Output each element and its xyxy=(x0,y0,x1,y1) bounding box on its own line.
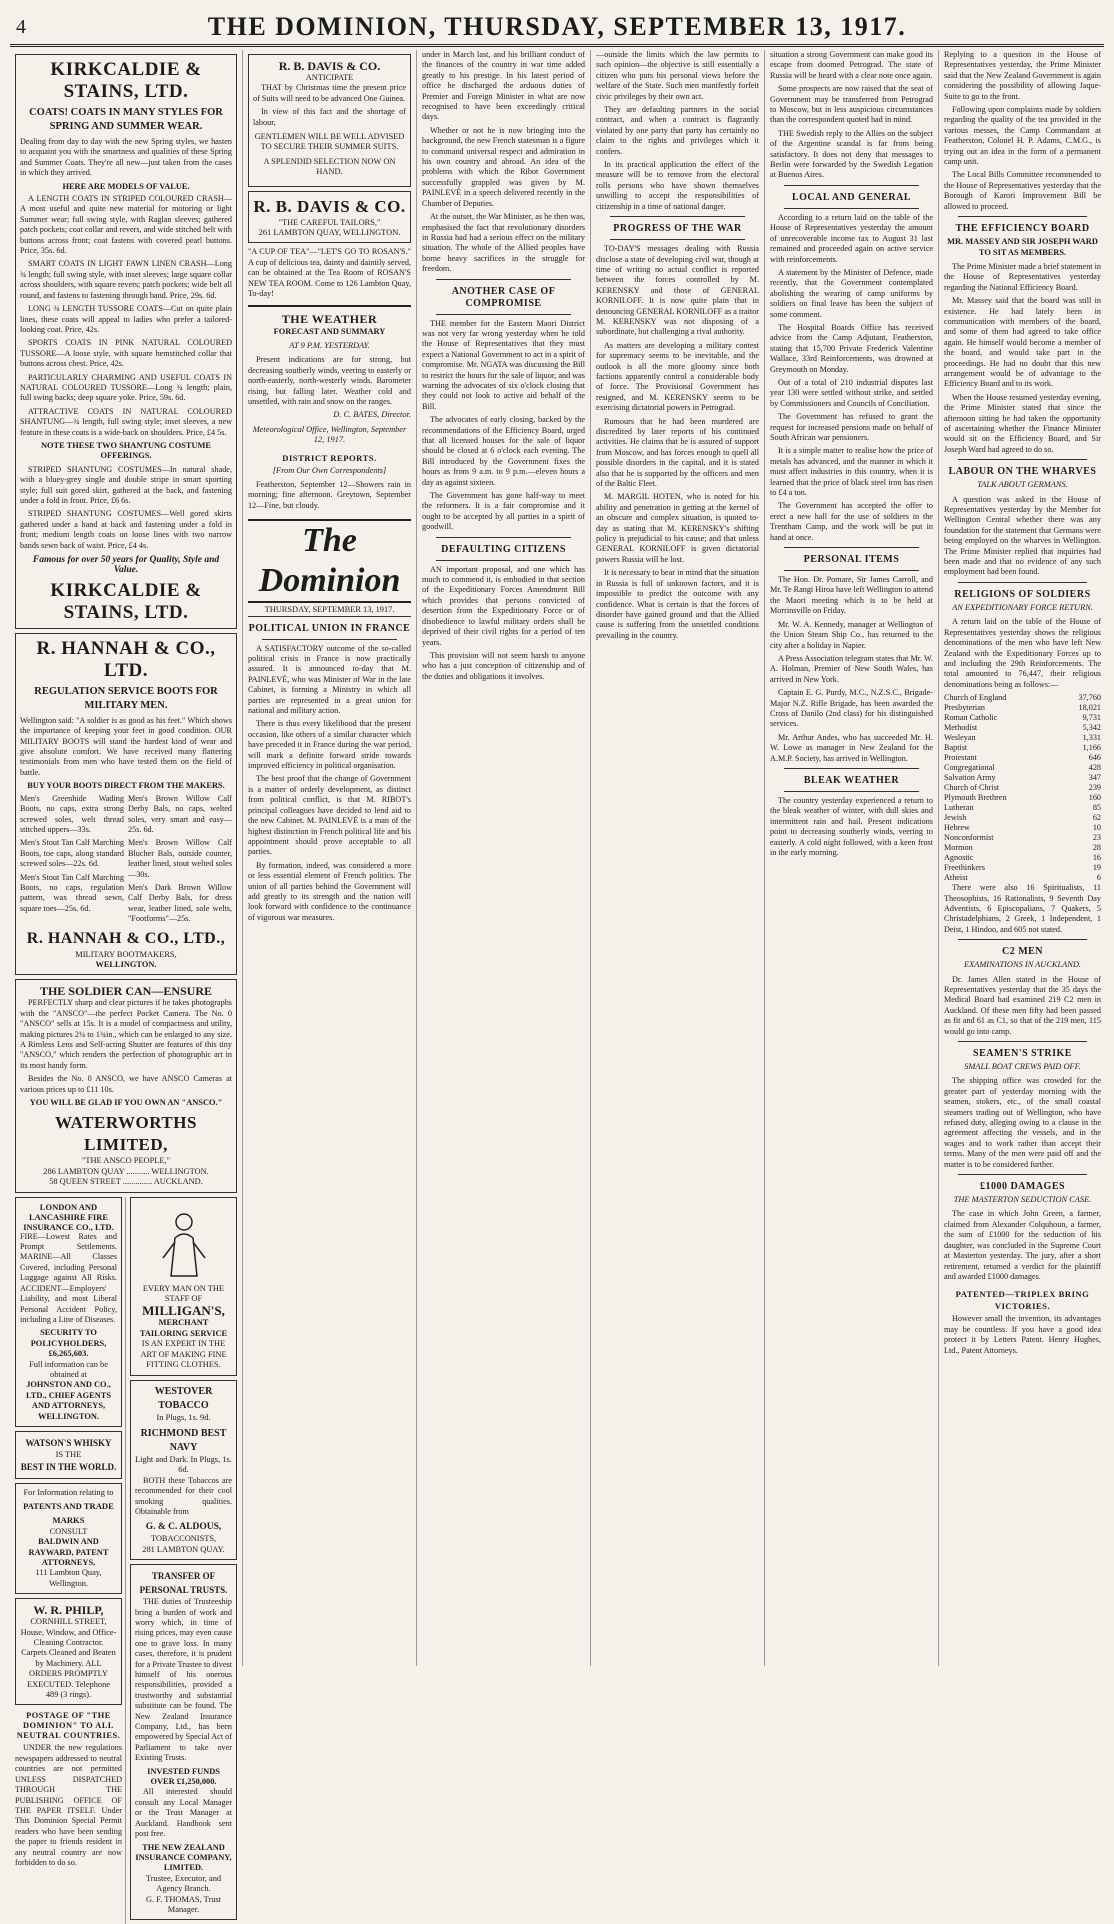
waterworths-title: WATERWORTHS LIMITED, xyxy=(55,1113,197,1155)
local-continued: Replying to a question in the House of Representatives yesterday, the Prime Minister said that the New Zealand Government is again considering the possibility of allowing Jaque-Suite to go to the front. xyxy=(944,50,1101,101)
local-paragraph: Out of a total of 210 industrial disputes last year 130 were settled without strike, and settled by Commissioners and Councils of Conciliation. xyxy=(770,377,933,408)
religion-name: Roman Catholic xyxy=(944,713,998,723)
philp-advert xyxy=(15,1598,122,1705)
london-insurance-advert xyxy=(15,1197,122,1427)
tailor-figure-icon xyxy=(149,1208,219,1278)
efficiency-paragraph: Mr. Massey said that the board was still in existence. He had lately been in communication with members of the board, and some of them had agreed to take office again. He himself would become a member of the board, and would take part in the proceedings. He had no doubt that this new arrangement would be of advantage to the Efficiency Board and to its work. xyxy=(944,296,1101,389)
kirkcaldie-note: NOTE THESE TWO SHANTUNG COSTUME OFFERINGS. xyxy=(40,440,212,461)
political-paragraph: There is thus every likelihood that the present occasion, like others of a similar character which have preceded it in France during the war period, will mark a definite forward stride towards improved efficiency in political organisation. xyxy=(248,719,411,771)
rb-davis-title: R. B. DAVIS & CO. xyxy=(278,59,381,73)
masthead xyxy=(10,8,1104,47)
rb-davis-text-2: In view of this fact and the shortage of labour, xyxy=(253,107,406,127)
religion-count: 16 xyxy=(1092,853,1101,863)
religions-row xyxy=(944,763,1101,773)
watson-line-2: IS THE xyxy=(55,1449,82,1459)
local-continued: The Local Bills Committee recommended to the House of Representatives yesterday that the Borough of Karori Improvement Bill be allowed to proceed. xyxy=(944,170,1101,211)
trusts-advert xyxy=(130,1564,237,1920)
progress-continued: Some prospects are now raised that the seat of Government may be transferred from Petrograd to Moscow, but in less auspicious circumstances than the correspondent quoted had in mind. xyxy=(770,84,933,125)
column-6 xyxy=(938,50,1106,1666)
political-heading: POLITICAL UNION IN FRANCE xyxy=(248,622,411,634)
divider xyxy=(436,314,571,315)
religion-count: 6 xyxy=(1096,873,1101,883)
religions-subheading: AN EXPEDITIONARY FORCE RETURN. xyxy=(952,602,1093,612)
district-subheading: [From Our Own Correspondents] xyxy=(272,465,387,475)
personal-heading: PERSONAL ITEMS xyxy=(803,554,900,566)
trust-company: THE NEW ZEALAND INSURANCE COMPANY, LIMITED. xyxy=(135,1842,232,1873)
kirkcaldie-item: PARTICULARLY CHARMING AND USEFUL COATS IN NATURAL COLOURED TUSSORE—Long ¾ length; plain, full swing backs; deep square yoke. Price, 59s. 6d. xyxy=(20,372,232,403)
defaulting-continued: They are defaulting partners in the social contract, and when a contract is flagrantly violated by one party that party has certainly no claim to the rights and privileges which it confers. xyxy=(596,105,759,156)
divider xyxy=(958,216,1087,217)
efficiency-paragraph: When the House resumed yesterday evening, the Prime Minister stated that since the afternoon sitting he had taken the opportunity of ascertaining whether the Finance Minister would sit on the Efficiency Board, and Sir Joseph Ward had agreed to do so. xyxy=(944,392,1101,454)
personal-paragraph: A Press Association telegram states that Mr. W. A. Holman, Premier of New South Wales, has arrived in New York. xyxy=(770,653,933,684)
kirkcaldie-costume: STRIPED SHANTUNG COSTUMES—Well gored skirts gathered under a band at back and fastening under a fold in front; medium length coats on loose lines with two narrow bands sewn back of waist. Price, £4 4s. xyxy=(20,509,232,550)
trust-funds: INVESTED FUNDS OVER £1,250,000. xyxy=(147,1766,220,1787)
divider xyxy=(784,791,919,792)
trust-roles: Trustee, Executor, and Agency Branch. xyxy=(145,1873,222,1894)
kirkcaldie-item: SPORTS COATS IN PINK NATURAL COLOURED TUSSORE—A loose style, with square hemstitched collar that buttons across chest. Price, 42s. xyxy=(20,338,232,369)
religion-name: Lutheran xyxy=(944,803,974,813)
bleak-text: The country yesterday experienced a return to the bleak weather of winter, with dull skies and intermittent rain and hail. Present indications point to decreasing southerly winds, veering to easterly. A cold night followed, with a keen frost in the early morning. xyxy=(770,795,933,857)
divider xyxy=(958,1041,1087,1042)
london-agents: JOHNSTON AND CO., LTD., CHIEF AGENTS AND ATTORNEYS, WELLINGTON. xyxy=(25,1380,111,1421)
milligan-advert xyxy=(130,1197,237,1376)
progress-heading: PROGRESS OF THE WAR xyxy=(613,223,742,235)
religions-row xyxy=(944,703,1101,713)
religion-count: 1,331 xyxy=(1082,733,1101,743)
watson-line-3: BEST IN THE WORLD. xyxy=(20,1462,117,1473)
religion-name: Atheist xyxy=(944,873,968,883)
kirkcaldie-title-2: KIRKCALDIE & STAINS, LTD. xyxy=(50,579,202,623)
religion-count: 428 xyxy=(1088,763,1101,773)
religion-name: Congregational xyxy=(944,763,995,773)
weather-time: AT 9 P.M. YESTERDAY. xyxy=(289,340,370,350)
rb-davis-sub-2: "THE CAREFUL TAILORS," xyxy=(278,217,381,227)
hannah-title: R. HANNAH & CO., LTD. xyxy=(36,637,216,681)
kirkcaldie-item: A LENGTH COATS IN STRIPED COLOURED CRASH—A most useful and quite new material for motoring or light Summer wear; full swing style, with Raglan sleeves; gathered patch pockets; coat collar and revers, and wide stitched belt with buttons across front; coat fastens with covered pearl buttons. Price, 35s. 6d. xyxy=(20,194,232,256)
divider xyxy=(958,1174,1087,1175)
local-paragraph: According to a return laid on the table of the House of Representatives yesterday the amount of unrecoverable income tax to August 31 last remained and proceeded again on active service with reinforcements. xyxy=(770,212,933,264)
compromise-paragraph: THE member for the Eastern Maori District was not very far wrong yesterday when he told the House of Representatives that they must expect a National Government to act in a spirit of compromise. Mr. NGATA was discussing the Bill to restrict the hours for the sale of liquor, and was warning the advocates of six o'clock closing that they could not look to active aid behalf of the Bill. xyxy=(422,318,585,411)
transfer-text: THE duties of Trusteeship bring a burden of work and worry which, in time of rising prices, may even cause one to grave loss. In many cases, therefore, it is prudent for a Private Trustee to divest himself of his onerous responsibilities, provided a trustworthy and substantial substitute can be found. The New Zealand Insurance Company, Ltd., has been empowered by Special Act of Parliament to take over Existing Trusts. xyxy=(135,1597,232,1763)
richmond-size: Light and Dark. In Plugs, 1s. 6d. xyxy=(135,1454,232,1475)
patents-firm: BALDWIN AND RAYWARD, PATENT ATTORNEYS, xyxy=(28,1537,109,1567)
religion-count: 62 xyxy=(1092,813,1101,823)
rb-davis-advert-1 xyxy=(248,54,411,187)
religions-row xyxy=(944,783,1101,793)
weather-text: Present indications are for strong, but decreasing southerly winds, veering to easterly or north-easterly, north-westerly winds. Barometer rising, but falling later. Weather cold and unsettled, with rain and snow on the ranges. xyxy=(248,355,411,406)
hannah-subtitle: REGULATION SERVICE BOOTS FOR MILITARY MEN. xyxy=(34,685,218,711)
patents-address: 111 Lambton Quay, Wellington. xyxy=(35,1568,102,1588)
kirkcaldie-item: ATTRACTIVE COATS IN NATURAL COLOURED SHANTUNG—¾ length, full swing style; inset sleeves, a new feature in these coats is a wide-back on shoulders. Price, £4 5s. xyxy=(20,406,232,437)
political-paragraph: A SATISFACTORY outcome of the so-called political crisis in France is now practically assured. It is announced to-day that M. PAINLEVÉ, who was Minister of War in the late Cabinet, is forming a Ministry in which all parties are represented in a great union for national and military action. xyxy=(248,643,411,716)
religion-name: Presbyterian xyxy=(944,703,985,713)
aldous-sub: TOBACCONISTS, xyxy=(150,1534,217,1544)
patent-text: However small the invention, its advantages may be countless. If you have a good idea protect it by Letters Patent. Henry Hughes, Ltd., Patent Attorneys. xyxy=(944,1314,1101,1355)
column-4 xyxy=(590,50,764,1666)
tobacco-text: BOTH these Tobaccos are recommended for their cool smoking qualities. Obtainable from xyxy=(135,1475,232,1516)
london-title: LONDON AND LANCASHIRE FIRE INSURANCE CO., LTD. xyxy=(23,1201,114,1232)
divider xyxy=(784,185,919,186)
defaulting-continued: In its practical application the effect of the measure will be to remove from the electoral rolls persons who have shown themselves unwilling to accept the responsibilities of citizenship in a time of national danger. xyxy=(596,160,759,211)
political-paragraph: By formation, indeed, was considered a more or less essential element of French politics. The union of all parties behind the Government will add greatly to its strength and the nation will look forward with confidence to the continuance of vigorous war measures. xyxy=(248,860,411,922)
aldous-name: G. & C. ALDOUS, xyxy=(145,1522,222,1533)
seamen-text: The shipping office was crowded for the greater part of yesterday morning with the seamen, stokers, etc., of the small coastal steamers trading out of Wellington, who have refused duty, alleging owing to a clause in the agreement affecting the vessels, and in the wages and to work rather than accept their terms. Many of the men were paid off and the matter is to be considered further. xyxy=(944,1076,1101,1169)
seamen-heading: SEAMEN'S STRIKE xyxy=(973,1048,1072,1059)
divider xyxy=(784,570,919,571)
hannah-city: WELLINGTON. xyxy=(95,959,157,969)
hannah-boot: Men's Brown Willow Calf Blucher Bals, outside counter, leather lined, stout welted soles—30s. xyxy=(128,838,232,879)
religion-name: Church of Christ xyxy=(944,783,1000,793)
rb-davis-advert-2 xyxy=(248,191,411,244)
progress-paragraph: Rumours that he had been murdered are discredited by later reports of his continued activities. He claims that he is assured of support from Moscow, and has forces enough to quell all possible disorders in the capital, and it is stated also that he is supported by the officers and men of the Baltic Fleet. xyxy=(596,416,759,489)
seamen-subheading: SMALL BOAT CREWS PAID OFF. xyxy=(964,1062,1081,1071)
richmond-name: RICHMOND BEST NAVY xyxy=(140,1427,227,1453)
local-paragraph: The Government has accepted the offer to erect a new hall for the use of soldiers in the Trentham Camp, and the work will be put in hand at once. xyxy=(770,501,933,542)
tobacco-advert xyxy=(130,1380,237,1561)
column-1-lower xyxy=(15,1197,237,1924)
philp-services: Carpets Cleaned and Beaten by Machinery. ALL ORDERS PROMPTLY EXECUTED. Telephone 489 (3 rings). xyxy=(21,1648,116,1700)
religion-count: 5,342 xyxy=(1082,723,1101,733)
political-continued: under in March last, and his brilliant conduct of the finances of the country in war time added greatly to his prestige. In his latest period of office he discharged the arduous duties of Premier and Foreign Minister in what are now recognised to have been exceedingly critical days. xyxy=(422,50,585,122)
damages-text: The case in which John Green, a farmer, claimed from Alexander Colquhoun, a farmer, the sum of £1000 for the seduction of his daughter, was concluded in the Supreme Court at Masterton yesterday. The jury, after a short retirement, returned a verdict for the plaintiff and awarded £1000 damages. xyxy=(944,1209,1101,1281)
efficiency-subheading: MR. MASSEY AND SIR JOSEPH WARD TO SIT AS MEMBERS. xyxy=(947,237,1098,257)
bleak-heading: BLEAK WEATHER xyxy=(803,774,900,786)
religion-name: Plymouth Brethren xyxy=(944,793,1007,803)
rb-davis-address: 261 LAMBTON QUAY, WELLINGTON. xyxy=(258,228,401,238)
london-info: Full information can be obtained at xyxy=(29,1359,108,1379)
religion-count: 85 xyxy=(1092,803,1101,813)
london-security: SECURITY TO POLICYHOLDERS, £6,265,603. xyxy=(30,1328,107,1359)
divider xyxy=(248,305,411,307)
postage-heading: POSTAGE OF "THE DOMINION" TO ALL NEUTRAL COUNTRIES. xyxy=(16,1711,121,1741)
religions-row xyxy=(944,853,1101,863)
kirkcaldie-item: LONG ¾ LENGTH TUSSORE COATS—Cut on quite plain lines, these coats will appeal to ladies who prefer a tailored-looking coat. Price, 42s. xyxy=(20,304,232,334)
wharves-subheading: TALK ABOUT GERMANS. xyxy=(977,480,1068,490)
defaulting-heading: DEFAULTING CITIZENS xyxy=(441,543,566,555)
efficiency-heading: THE EFFICIENCY BOARD xyxy=(955,223,1090,235)
wharves-text: A question was asked in the House of Representatives yesterday by the Member for Wellington Central whether there was any foundation for the statement that Germans were being employed on the wharves in Wellington. The Prime Minister replied that inquiries had been made and that no evidence of any such employment had been found. xyxy=(944,494,1101,577)
westover-name: WESTOVER TOBACCO xyxy=(154,1385,213,1411)
religion-count: 37,760 xyxy=(1078,693,1101,703)
column-2 xyxy=(242,50,416,1666)
religions-row xyxy=(944,843,1101,853)
kirkcaldie-item: SMART COATS IN LIGHT FAWN LINEN CRASH—Long ¾ length; full swing style, with inset sleeves; large square collar across shoulders, with square revers; patch pockets; wide belt all round, and fastens to fastening through band. Price, 29s. 6d. xyxy=(20,259,232,300)
watson-advert xyxy=(15,1431,122,1479)
compromise-paragraph: The Government has gone half-way to meet the reformers. It is a fair compromise and it ought to be accepted by all parties in a spirit of goodwill. xyxy=(422,491,585,532)
philp-address: CORNHILL STREET, House, Window, and Office-Cleaning Contractor. xyxy=(20,1617,117,1648)
political-continued: At the outset, the War Minister, as he then was, emphasised the fact that revolutionary disorders in Russia had had a serious effect on the military situation. The whole of the Allied peoples have borne heavy sacrifices in the struggle for freedom. xyxy=(422,212,585,274)
trust-consult: All interested should consult any Local Manager or the Trust Manager at Auckland. Handbook sent post free. xyxy=(135,1787,232,1839)
religions-row xyxy=(944,693,1101,703)
religion-name: Baptist xyxy=(944,743,968,753)
hannah-buy: BUY YOUR BOOTS DIRECT FROM THE MAKERS. xyxy=(27,781,225,791)
rosan-advert: "A CUP OF TEA"—"LET'S GO TO ROSAN'S." A cup of delicious tea, dainty and daintily served, can be obtained at the Tea Room of ROSAN'S NEW TEA ROOM. Come to 126 Lambton Quay, To-day! xyxy=(248,247,411,299)
dominion-dateline: THURSDAY, SEPTEMBER 13, 1917. xyxy=(248,605,411,616)
religion-count: 347 xyxy=(1088,773,1101,783)
religions-row xyxy=(944,833,1101,843)
local-continued: Following upon complaints made by soldiers regarding the quality of the tea provided in the various messes, the Camp Commandant at Featherston, Colonel H. P. Adams, C.M.G., is trying out an idea in the form of a permanent camp unit. xyxy=(944,105,1101,167)
religions-row xyxy=(944,743,1101,753)
religion-count: 239 xyxy=(1088,783,1101,793)
weather-subheading: FORECAST AND SUMMARY xyxy=(273,326,386,336)
divider xyxy=(436,560,571,561)
patents-info: For Information relating to xyxy=(23,1488,114,1498)
religion-name: Agnostic xyxy=(944,853,974,863)
religion-name: Hebrew xyxy=(944,823,970,833)
religions-note: There were also 16 Spiritualists, 11 Theosophists, 16 Rationalists, 9 Seventh Day Adventists, 6 Episcopalians, 7 Quakers, 5 Christadelphians, 2 Greek, 1 Independent, 1 Deist, 1 Hindoo, and 605 not stated. xyxy=(944,883,1101,934)
divider xyxy=(436,537,571,538)
religion-name: Wesleyan xyxy=(944,733,976,743)
religions-row xyxy=(944,803,1101,813)
patent-heading: PATENTED—TRIPLEX BRING VICTORIES. xyxy=(955,1289,1090,1312)
kirkcaldie-title: KIRKCALDIE & STAINS, LTD. xyxy=(50,59,202,102)
religion-count: 10 xyxy=(1092,823,1101,833)
religion-name: Methodist xyxy=(944,723,978,733)
religions-row xyxy=(944,813,1101,823)
divider xyxy=(784,547,919,548)
personal-paragraph: The Hon. Dr. Pomare, Sir James Carroll, and Mr. Te Rangi Hiroa have left Wellington to attend the Maori meeting which is to be held at Morrinsville on Friday. xyxy=(770,575,933,616)
compromise-paragraph: The advocates of early closing, backed by the recommendations of the Efficiency Board, urged that all licensed houses for the sale of liquor should be closed at 6 o'clock each evening. The Bill introduced by the Government fixes the hours as from 9 a.m. to 9 p.m.—eleven hours a day as against sixteen. xyxy=(422,415,585,487)
personal-paragraph: Mr. Arthur Andes, who has succeeded Mr. H. W. Lowe as manager in New Zealand for the A.M.P. Society, has arrived in Wellington. xyxy=(770,732,933,763)
religion-name: Freethinkers xyxy=(944,863,985,873)
watson-line-1: WATSON'S WHISKY xyxy=(25,1437,112,1448)
defaulting-continued: —outside the limits which the law permits to such opinion—the objective is still essentially a citizen who puts his personal views before the welfare of the State. Such men manifestly forfeit civic privileges by their own act. xyxy=(596,50,759,101)
local-paragraph: The Hospital Boards Office has received advice from the Camp Adjutant, Featherston, stating that 15,700 Private Frederick Valentine Wallace, 33rd Reinforcements, was drowned at Greymouth on Monday. xyxy=(770,322,933,374)
progress-continued: situation a strong Government can make good its escape from doomed Petrograd. The state of Russia will be heard with a clear note once again. xyxy=(770,50,933,80)
milligan-text: IS AN EXPERT IN THE ART OF MAKING FINE FITTING CLOTHES. xyxy=(140,1339,227,1370)
westover-size: In Plugs, 1s. 9d. xyxy=(156,1412,211,1422)
column-1 xyxy=(10,50,242,1914)
weather-signature: D. C. BATES, Director. xyxy=(333,410,411,420)
religions-row xyxy=(944,723,1101,733)
kirkcaldie-costume: STRIPED SHANTUNG COSTUMES—In natural shade, with a bluey-grey single and double stripe in smart sporting style; full suit gored skirt, gathered at the back, and fastening under a fold in front. Price, £6 6s. xyxy=(20,464,232,505)
patents-consult: CONSULT xyxy=(49,1526,88,1536)
religion-count: 160 xyxy=(1088,793,1101,803)
rb-davis-text: THAT by Christmas time the present price of Suits will need to be advanced One Guinea. xyxy=(253,83,406,103)
patents-advert xyxy=(15,1483,122,1594)
progress-paragraph: M. MARGIL HOTEN, who is noted for his ability and penetration in getting at the kernel of an obscure and complex situation, is quoted to-day as stating that M. KERENSKY's shifting policy is prejudicial to his cause; and that unless GENERAL KORNILOFF is given dictatorial powers Russia will be lost. xyxy=(596,492,759,564)
waterworths-address-2: 58 QUEEN STREET .............. AUCKLAND. xyxy=(49,1177,203,1187)
waterworths-address-1: 286 LAMBTON QUAY ........... WELLINGTON. xyxy=(43,1166,209,1176)
progress-continued: THE Swedish reply to the Allies on the subject of the Argentine scandal is far from being satisfactory. It does not deny that messages to Berlin were forwarded by the Swedish Legation at Buenos Aires. xyxy=(770,128,933,180)
c2-heading: C2 MEN xyxy=(1001,946,1044,958)
religion-name: Salvation Army xyxy=(944,773,996,783)
religions-row xyxy=(944,773,1101,783)
london-items: FIRE—Lowest Rates and Prompt Settlements. MARINE—All Classes Covered, including Personal Luggage against All Risks. ACCIDENT—Employers' Liability, and most Liberal Personal Accident Policy, including a Line of Diseases. xyxy=(20,1231,117,1324)
compromise-heading: ANOTHER CASE OF COMPROMISE xyxy=(451,285,556,309)
religions-row xyxy=(944,863,1101,873)
defaulting-paragraph: This provision will not seem harsh to anyone who has a just conception of citizenship and of the duties and obligations it involves. xyxy=(422,650,585,681)
kirkcaldie-famous: Famous for over 50 years for Quality, Style and Value. xyxy=(32,555,220,576)
religions-row xyxy=(944,713,1101,723)
divider xyxy=(784,768,919,769)
kirkcaldie-subtitle: COATS! COATS IN MANY STYLES FOR SPRING AND SUMMER WEAR. xyxy=(29,107,223,132)
damages-heading: £1000 DAMAGES xyxy=(979,1181,1066,1193)
soldier-heading: THE SOLDIER CAN—ENSURE xyxy=(39,984,213,999)
religion-count: 646 xyxy=(1088,753,1101,763)
religion-name: Nonconformist xyxy=(944,833,994,843)
divider xyxy=(262,639,397,640)
postage-text: UNDER the new regulations newspapers addressed to neutral countries are not permitted UNLESS DISPATCHED THROUGH THE PUBLISHING OFFICE OF THE PAPER ITSELF. Under This Dominion Special Permit readers who have been sending the paper to friends resident in any neutral country are now forbidden to do so. xyxy=(15,1743,122,1867)
divider xyxy=(958,459,1087,460)
religion-count: 1,166 xyxy=(1082,743,1101,753)
efficiency-paragraph: The Prime Minister made a brief statement in the House of Representatives yesterday regarding the National Efficiency Board. xyxy=(944,261,1101,292)
transfer-heading: TRANSFER OF PERSONAL TRUSTS. xyxy=(139,1571,228,1596)
district-heading: DISTRICT REPORTS. xyxy=(282,452,377,463)
page-number: 4 xyxy=(16,16,26,38)
rb-davis-title-2: R. B. DAVIS & CO. xyxy=(253,196,406,216)
ansco-advert xyxy=(15,979,237,1192)
religion-name: Mormon xyxy=(944,843,973,853)
religions-table xyxy=(944,693,1101,883)
divider xyxy=(958,582,1087,583)
hannah-bootmakers: MILITARY BOOTMAKERS, xyxy=(75,949,177,959)
district-text: Featherston, September 12—Showers rain in morning; fine afternoon. Greytown, September 12—Fine, but cloudy. xyxy=(248,479,411,510)
rb-davis-text-4: A SPLENDID SELECTION NOW ON HAND. xyxy=(263,156,396,177)
rb-davis-text-3: GENTLEMEN WILL BE WELL ADVISED TO SECURE THEIR SUMMER SUITS. xyxy=(254,132,405,152)
rb-davis-sub: ANTICIPATE xyxy=(305,73,354,82)
divider xyxy=(436,279,571,280)
milligan-sub: MERCHANT TAILORING SERVICE xyxy=(139,1318,228,1338)
hannah-intro: Wellington said: "A soldier is as good as his feet." Which shows the importance of keeping your feet in good condition. OUR MILITARY BOOTS will stand the hardest kind of wear and give absolute comfort. We have received many flattering testimonials from men who have tested them on the field of battle. xyxy=(20,715,232,777)
aldous-address: 281 LAMBTON QUAY. xyxy=(142,1544,225,1554)
waterworths-subtitle: "THE ANSCO PEOPLE," xyxy=(81,1156,171,1166)
political-continued: Whether or not he is now bringing into the background, the new French statesman is a figure to command universal respect and admiration in his own country and abroad. An idea of the problems with which the Ribot Government successfully grappled was given by M. PAINLEVÉ in a speech delivered recently in the Chamber of Deputies. xyxy=(422,125,585,208)
newspaper-title: THE DOMINION, THURSDAY, SEPTEMBER 13, 1917. xyxy=(207,12,907,41)
column-5 xyxy=(764,50,938,1666)
religion-name: Protestant xyxy=(944,753,977,763)
patents-title: PATENTS AND TRADE MARKS xyxy=(23,1500,114,1525)
local-paragraph: It is a simple matter to realise how the price of metals has advanced, and the manner in which it must affect industries in this country, when it is learned that the price of black steel iron has risen to £4 a ton. xyxy=(770,446,933,498)
religion-name: Church of England xyxy=(944,693,1007,703)
religions-heading: RELIGIONS OF SOLDIERS xyxy=(954,588,1091,600)
dominion-nameplate: The Dominion xyxy=(248,519,411,603)
divider xyxy=(784,208,919,209)
religions-row xyxy=(944,753,1101,763)
progress-paragraph: TO-DAY'S messages dealing with Russia disclose a state of developing civil war, though at time of writing no actual conflict is reported between the forces controlled by M. KERENSKY and those of GENERAL KORNILOFF. It is now quite plain that in denouncing GENERAL KORNILOFF as a traitor M. KERENSKY was not disposing of a subordinate, but challenging a rival authority. xyxy=(596,244,759,337)
hannah-boot: Men's Dark Brown Willow Calf Derby Bals, for dress wear, leather lined, sole welts, "Footforms"—25s. xyxy=(128,882,232,924)
hannah-boot-list xyxy=(20,794,232,928)
personal-paragraph: Captain E. G. Purdy, M.C., N.Z.S.C., Brigade-Major N.Z. Rifle Brigade, has been awarded the Cross of Danilo (2nd class) for his distinguished services. xyxy=(770,688,933,729)
c2-subheading: EXAMINATIONS IN AUCKLAND. xyxy=(963,960,1082,970)
soldier-sizes: Besides the No. 0 ANSCO, we have ANSCO Cameras at various prices up to £11 10s. xyxy=(20,1074,232,1094)
local-heading: LOCAL AND GENERAL xyxy=(791,191,912,203)
weather-heading: THE WEATHER xyxy=(281,311,378,326)
personal-paragraph: Mr. W. A. Kennedy, manager at Wellington of the Union Steam Ship Co., has returned to the city after a holiday in Napier. xyxy=(770,619,933,650)
religion-count: 9,731 xyxy=(1082,713,1101,723)
soldier-glad: YOU WILL BE GLAD IF YOU OWN AN "ANSCO." xyxy=(29,1098,223,1108)
hannah-title-2: R. HANNAH & CO., LTD., xyxy=(26,929,226,947)
kirkcaldie-intro: Dealing from day to day with the new Spring styles, we hasten to acquaint you with the smartness and qualities of these Spring and Summer Coats. They're all new—just taken from the cases in which they arrived. xyxy=(20,137,232,178)
trust-manager: G. F. THOMAS, Trust Manager. xyxy=(145,1894,222,1914)
religion-count: 28 xyxy=(1092,843,1101,853)
kirkcaldie-models: HERE ARE MODELS OF VALUE. xyxy=(62,181,190,191)
philp-name: W. R. PHILP, xyxy=(33,1603,104,1618)
divider xyxy=(610,216,745,217)
divider xyxy=(610,239,745,240)
column-3 xyxy=(416,50,590,1666)
hannah-boot: Men's Stout Tan Calf Marching Boots, toe caps, along standard screwed soles—22s. 6d. xyxy=(20,838,124,869)
religions-row xyxy=(944,873,1101,883)
local-paragraph: A statement by the Minister of Defence, made recently, that the Government contemplated abolishing the wearing of camp uniforms by soldiers on final leave has been the subject of some comment. xyxy=(770,267,933,319)
religion-count: 19 xyxy=(1092,863,1101,873)
hannah-advert xyxy=(15,633,237,976)
political-paragraph: The best proof that the change of Government is a matter of orderly development, as distinct from political conflict, is that M. RIBOT's principal colleagues have decided to lend aid to the new Cabinet. M. PAINLEVÉ is a man of the highest distinction in French political life and his appointment should prove acceptable to all parties. xyxy=(248,774,411,857)
divider xyxy=(958,939,1087,940)
progress-paragraph: As matters are developing a military contest for supremacy seems to be inevitable, and the outlook is all the more gloomy since both factions apparently control a considerable body of force. The Provisional Government has resigned, and M. KERENSKY seems to be exercising dictatorial powers in Petrograd. xyxy=(596,340,759,413)
weather-office: Meteorological Office, Wellington, September 12, 1917. xyxy=(252,424,407,445)
damages-subheading: THE MASTERTON SEDUCTION CASE. xyxy=(953,1195,1092,1205)
hannah-boot: Men's Greenhide Wading Boots, no caps, extra strong screwed soles, welt thread stitched uppers—33s. xyxy=(20,793,124,834)
hannah-boot: Men's Brown Willow Calf Derby Bals, no caps, welted soles, very smart and easy—25s. 6d. xyxy=(128,793,232,834)
religions-row xyxy=(944,823,1101,833)
c2-text: Dr. James Allen stated in the House of Representatives yesterday that the 35 days the Medical Board had examined 219 C2 men in Auckland. Of these men fifty had been passed as fit and 61 as C1, so that of the 219 men, 115 would go into camp. xyxy=(944,974,1101,1036)
religions-row xyxy=(944,793,1101,803)
local-paragraph: The Government has refused to grant the request for increased pensions made on behalf of South African war pensioners. xyxy=(770,412,933,442)
religion-count: 23 xyxy=(1092,833,1101,843)
religions-text: A return laid on the table of the House of Representatives yesterday shows the religious denominations of the men who have left New Zealand with the Expeditionary Forces up to and including the 29th Reinforcements. The total amounted to 76,447, their religious denominations being as follows:— xyxy=(944,617,1101,689)
religions-row xyxy=(944,733,1101,743)
defaulting-paragraph: AN important proposal, and one which has much to commend it, is embodied in that section of the Expeditionary Forces Amendment Bill which provides that persons convicted of desertion from the Expeditionary Force or of disobedience to lawful military orders shall be deprived of their civil rights for a period of ten years. xyxy=(422,564,585,647)
kirkcaldie-advert xyxy=(15,54,237,629)
religion-count: 18,021 xyxy=(1078,703,1101,713)
hannah-boot: Men's Stout Tan Calf Marching Boots, no caps, regulation pattern, wax thread sewn, square toes—25s. 6d. xyxy=(20,872,124,913)
milligan-name: MILLIGAN'S, xyxy=(142,1303,225,1319)
milligan-head: EVERY MAN ON THE STAFF OF xyxy=(142,1283,225,1304)
wharves-heading: LABOUR ON THE WHARVES xyxy=(948,466,1097,478)
soldier-text: PERFECTLY sharp and clear pictures if he takes photographs with the "ANSCO"—the perfect Pocket Camera. The No. 0 "ANSCO" sells at 15s. It is a model of compactness and utility, making pictures 2¼ to 1¾in., which can be enlarged to any size. A Rimless Lens and Self-acting Shutter are features of this tiny "ANSCO," which renders the perfection of photographic art in its most handy form. xyxy=(20,998,232,1070)
progress-paragraph: It is necessary to bear in mind that the situation in Russia is full of unknown factors, and it is impossible to predict the outcome with any confidence. What is certain is that the forces of disorder have gained ground and that the Allied cause is suffering from the unsettled conditions prevailing in the country. xyxy=(596,568,759,640)
religion-name: Jewish xyxy=(944,813,967,823)
